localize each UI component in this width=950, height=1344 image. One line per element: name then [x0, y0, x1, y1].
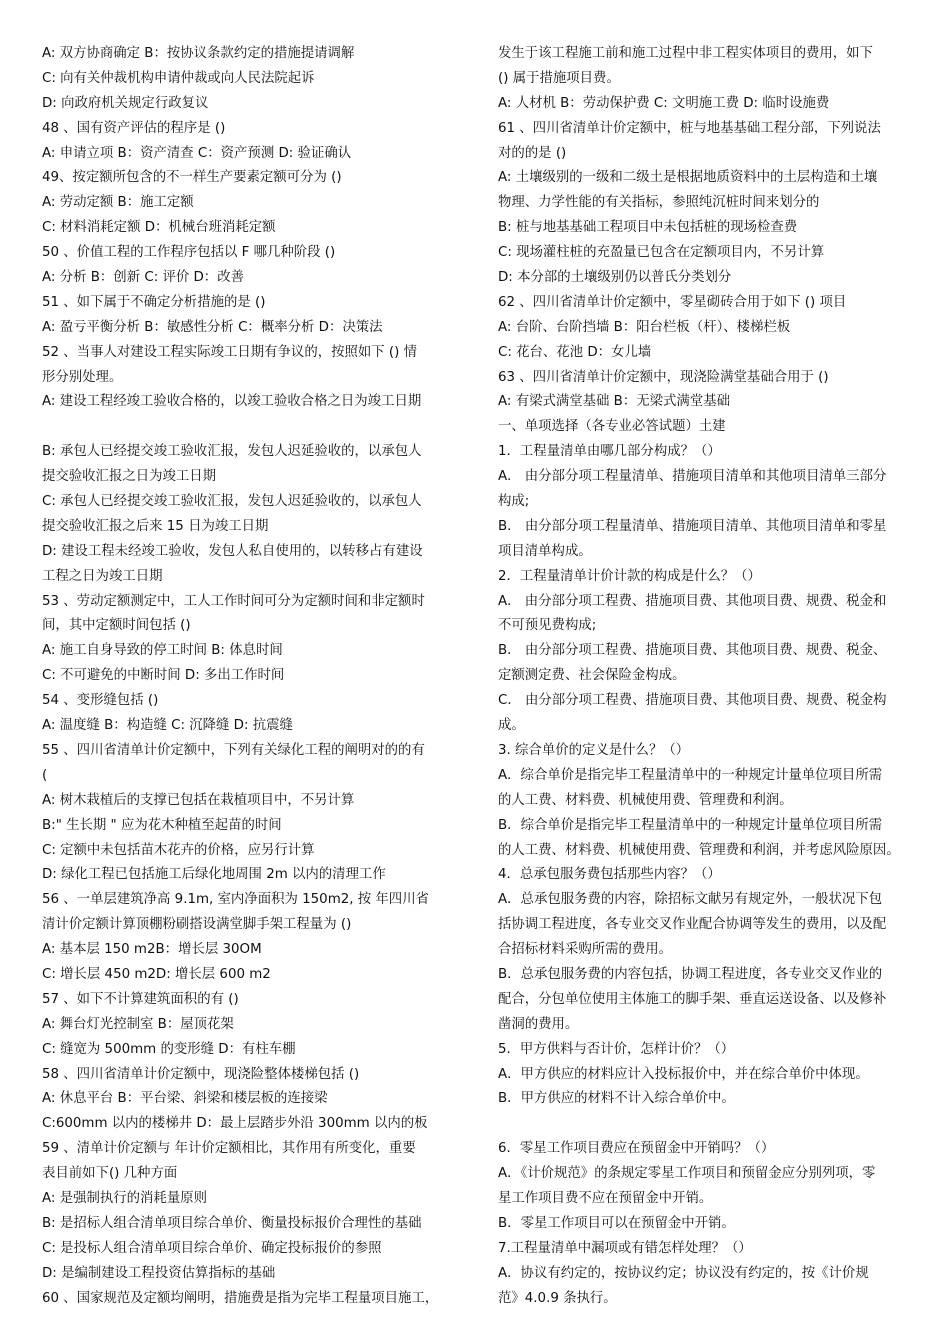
text-line: 物理、力学性能的有关指标，参照纯沉桩时间来划分的 — [498, 195, 820, 211]
text-line: A: 舞台灯光控制室 B：屋顶花架 — [42, 1016, 234, 1032]
text-line: D: 建设工程未经竣工验收，发包人私自使用的，以转移占有建设 — [42, 543, 423, 559]
text-line: A: 台阶、台阶挡墙 B：阳台栏板（杆）、楼梯栏板 — [498, 319, 791, 335]
text-line: 工程之日为竣工日期 — [42, 568, 163, 584]
text-line: 58 、四川省清单计价定额中，现浇险整体楼梯包括 () — [42, 1066, 360, 1082]
text-line: B．零星工作项目可以在预留金中开销。 — [498, 1215, 735, 1231]
text-line: A: 温度缝 B：构造缝 C: 沉降缝 D: 抗震缝 — [42, 718, 293, 734]
text-line: 提交验收汇报之后来 15 日为竣工日期 — [42, 518, 269, 534]
text-line: C: 材料消耗定额 D：机械台班消耗定额 — [42, 220, 276, 236]
text-line: C: 定额中未包括苗木花卉的价格，应另行计算 — [42, 842, 315, 858]
text-line: C． 由分部分项工程费、措施项目费、其他项目费、规费、税金构 — [498, 693, 887, 709]
text-line: 构成; — [498, 494, 530, 510]
text-line: B:" 生长期 " 应为花木种植至起苗的时间 — [42, 817, 282, 833]
text-line: D: 绿化工程已包括施工后绿化地周围 2m 以内的清理工作 — [42, 867, 386, 883]
text-line: 59 、清单计价定额与 年计价定额相比，其作用有所变化，重要 — [42, 1141, 416, 1157]
text-line: 55 、四川省清单计价定额中，下列有关绿化工程的阐明对的的有 — [42, 742, 425, 758]
text-line: 56 、一单层建筑净高 9.1m, 室内净面积为 150m2, 按 年四川省 — [42, 892, 429, 908]
text-line: A．《计价规范》的条规定零星工作项目和预留金应分别列项，零 — [498, 1166, 876, 1182]
text-line: 发生于该工程施工前和施工过程中非工程实体项目的费用，如下 — [498, 46, 873, 61]
text-line: 6．零星工作项目费应在预留金中开销吗？（） — [498, 1141, 775, 1157]
text-line: A． 由分部分项工程费、措施项目费、其他项目费、规费、税金和 — [498, 593, 887, 609]
text-line: D: 向政府机关规定行政复议 — [42, 95, 209, 111]
left-column — [42, 42, 466, 1311]
right-column — [498, 42, 922, 1311]
text-line: C: 是投标人组合清单项目综合单价、确定投标报价的参照 — [42, 1240, 382, 1256]
text-line: B: 桩与地基基础工程项目中未包括桩的现场检查费 — [498, 220, 798, 236]
text-line: 62 、四川省清单计价定额中，零星砌砖合用于如下 () 项目 — [498, 294, 847, 310]
text-line: 60 、国家规范及定额均阐明，措施费是指为完毕工程量项目施工， — [42, 1290, 439, 1306]
text-line: 表目前如下() 几种方面 — [42, 1166, 178, 1182]
text-line: 合招标材料采购所需的费用。 — [498, 942, 673, 958]
text-line: 5．甲方供料与否计价，怎样计价？（） — [498, 1041, 735, 1057]
text-line: C:600mm 以内的楼梯井 D：最上层踏步外沿 300mm 以内的板 — [42, 1116, 428, 1132]
text-line: 3. 综合单价的定义是什么？（） — [498, 742, 690, 758]
text-line: 星工作项目费不应在预留金中开销。 — [498, 1190, 713, 1206]
text-line: B．综合单价是指完毕工程量清单中的一种规定计量单位项目所需 — [498, 817, 883, 833]
text-line — [498, 1112, 922, 1137]
text-line: () 属于措施项目费。 — [498, 70, 620, 86]
text-line: 4．总承包服务费包括那些内容？（） — [498, 867, 721, 883]
text-line: 清计价定额计算顶棚粉刷搭设满堂脚手架工程量为 () — [42, 917, 352, 933]
text-line: A．协议有约定的，按协议约定；协议没有约定的，按《计价规 — [498, 1265, 869, 1281]
text-line: D: 本分部的土壤级别仍以普氏分类划分 — [498, 270, 732, 286]
text-line: 52 、当事人对建设工程实际竣工日期有争议的，按照如下 () 情 — [42, 344, 418, 360]
text-line: C: 承包人已经提交竣工验收汇报，发包人迟延验收的，以承包人 — [42, 494, 422, 510]
text-line: B．甲方供应的材料不计入综合单价中。 — [498, 1091, 735, 1107]
text-line: A: 有梁式满堂基础 B：无梁式满堂基础 — [498, 394, 730, 410]
text-line: 凿洞的费用。 — [498, 1016, 579, 1032]
text-line: 2．工程量清单计价计款的构成是什么？（） — [498, 568, 761, 584]
text-line: A．甲方供应的材料应计入投标报价中，并在综合单价中体现。 — [498, 1066, 869, 1082]
text-line — [42, 415, 466, 440]
text-line: B．总承包服务费的内容包括，协调工程进度，各专业交叉作业的 — [498, 966, 883, 982]
text-line: C: 现场灌柱桩的充盈量已包含在定额项目内，不另计算 — [498, 245, 825, 261]
text-line: 1．工程量清单由哪几部分构成？（） — [498, 444, 721, 460]
text-line: 49、按定额所包含的不一样生产要素定额可分为 () — [42, 170, 342, 186]
text-line: ( — [42, 767, 48, 783]
text-line: 对的的是 () — [498, 145, 567, 161]
text-line: 48 、国有资产评估的程序是 () — [42, 120, 226, 136]
text-line: 63 、四川省清单计价定额中，现浇险满堂基础合用于 () — [498, 369, 829, 385]
text-line: D: 是编制建设工程投资估算指标的基础 — [42, 1265, 276, 1281]
text-line: C: 不可避免的中断时间 D: 多出工作时间 — [42, 668, 285, 684]
text-line: B． 由分部分项工程费、措施项目费、其他项目费、规费、税金、 — [498, 643, 887, 659]
text-line: 提交验收汇报之日为竣工日期 — [42, 469, 217, 485]
text-line: A: 是强制执行的消耗量原则 — [42, 1190, 207, 1206]
text-line: 成。 — [498, 718, 525, 734]
text-line: A: 申请立项 B：资产清查 C：资产预测 D: 验证确认 — [42, 145, 352, 161]
text-line: 54 、变形缝包括 () — [42, 693, 159, 709]
text-line: B． 由分部分项工程量清单、措施项目清单、其他项目清单和零星 — [498, 518, 887, 534]
text-line: A: 盈亏平衡分析 B：敏感性分析 C：概率分析 D：决策法 — [42, 319, 383, 335]
text-line: 间，其中定额时间包括 () — [42, 618, 191, 634]
text-line: A: 劳动定额 B：施工定额 — [42, 195, 194, 211]
text-line: A． 由分部分项工程量清单、措施项目清单和其他项目清单三部分 — [498, 469, 887, 485]
text-line: C: 花台、花池 D：女儿墙 — [498, 344, 652, 360]
text-line: A: 休息平台 B：平台梁、斜梁和楼层板的连接梁 — [42, 1091, 328, 1107]
text-line: 括协调工程进度，各专业交叉作业配合协调等发生的费用，以及配 — [498, 917, 887, 933]
text-line: 50 、价值工程的工作程序包括以 F 哪几种阶段 () — [42, 245, 336, 261]
text-line: 53 、劳动定额测定中，工人工作时间可分为定额时间和非定额时 — [42, 593, 425, 609]
text-line: 定额测定费、社会保险金构成。 — [498, 668, 686, 684]
text-line: A: 双方协商确定 B：按协议条款约定的措施提请调解 — [42, 46, 355, 61]
text-line: 61 、四川省清单计价定额中，桩与地基基础工程分部，下列说法 — [498, 120, 881, 136]
text-line: A: 土壤级别的一级和二级土是根据地质资料中的土层构造和土壤 — [498, 170, 878, 186]
text-line: 配合，分包单位使用主体施工的脚手架、垂直运送设备、以及修补 — [498, 991, 887, 1007]
text-line: A．总承包服务费的内容，除招标文献另有规定外，一般状况下包 — [498, 892, 883, 908]
text-line: 不可预见费构成; — [498, 618, 597, 634]
text-line: 形分别处理。 — [42, 369, 123, 385]
text-line: 一、单项选择（各专业必答试题）土建 — [498, 419, 726, 435]
text-line: C: 增长层 450 m2D: 增长层 600 m2 — [42, 966, 271, 982]
text-line: 项目清单构成。 — [498, 543, 592, 559]
text-line: A: 施工自身导致的停工时间 B: 体息时间 — [42, 643, 283, 659]
text-line: B: 是招标人组合清单项目综合单价、衡量投标报价合理性的基础 — [42, 1215, 422, 1231]
text-line: C: 向有关仲裁机构申请仲裁或向人民法院起诉 — [42, 70, 315, 86]
text-line: 57 、如下不计算建筑面积的有 () — [42, 991, 239, 1007]
text-line: A．综合单价是指完毕工程量清单中的一种规定计量单位项目所需 — [498, 767, 883, 783]
text-line: A: 分析 B：创新 C: 评价 D：改善 — [42, 270, 244, 286]
text-line: 的人工费、材料费、机械使用费、管理费和利润。 — [498, 792, 793, 808]
text-line: A: 人材机 B：劳动保护费 C: 文明施工费 D: 临时设施费 — [498, 95, 830, 111]
text-line: A: 建设工程经竣工验收合格的，以竣工验收合格之日为竣工日期 — [42, 394, 422, 410]
text-line: A: 树木栽植后的支撑已包括在栽植项目中，不另计算 — [42, 792, 355, 808]
text-line: 范》4.0.9 条执行。 — [498, 1290, 617, 1306]
text-line: C: 缝宽为 500mm 的变形缝 D：有柱车棚 — [42, 1041, 296, 1057]
text-line: A: 基本层 150 m2B：增长层 30OM — [42, 942, 262, 958]
text-line: B: 承包人已经提交竣工验收汇报，发包人迟延验收的，以承包人 — [42, 444, 422, 460]
text-line: 51 、如下属于不确定分析措施的是 () — [42, 294, 266, 310]
text-line: 的人工费、材料费、机械使用费、管理费和利润，并考虑风险原因。 — [498, 842, 900, 858]
text-line: 7.工程量清单中漏项或有错怎样处理？（） — [498, 1240, 752, 1256]
